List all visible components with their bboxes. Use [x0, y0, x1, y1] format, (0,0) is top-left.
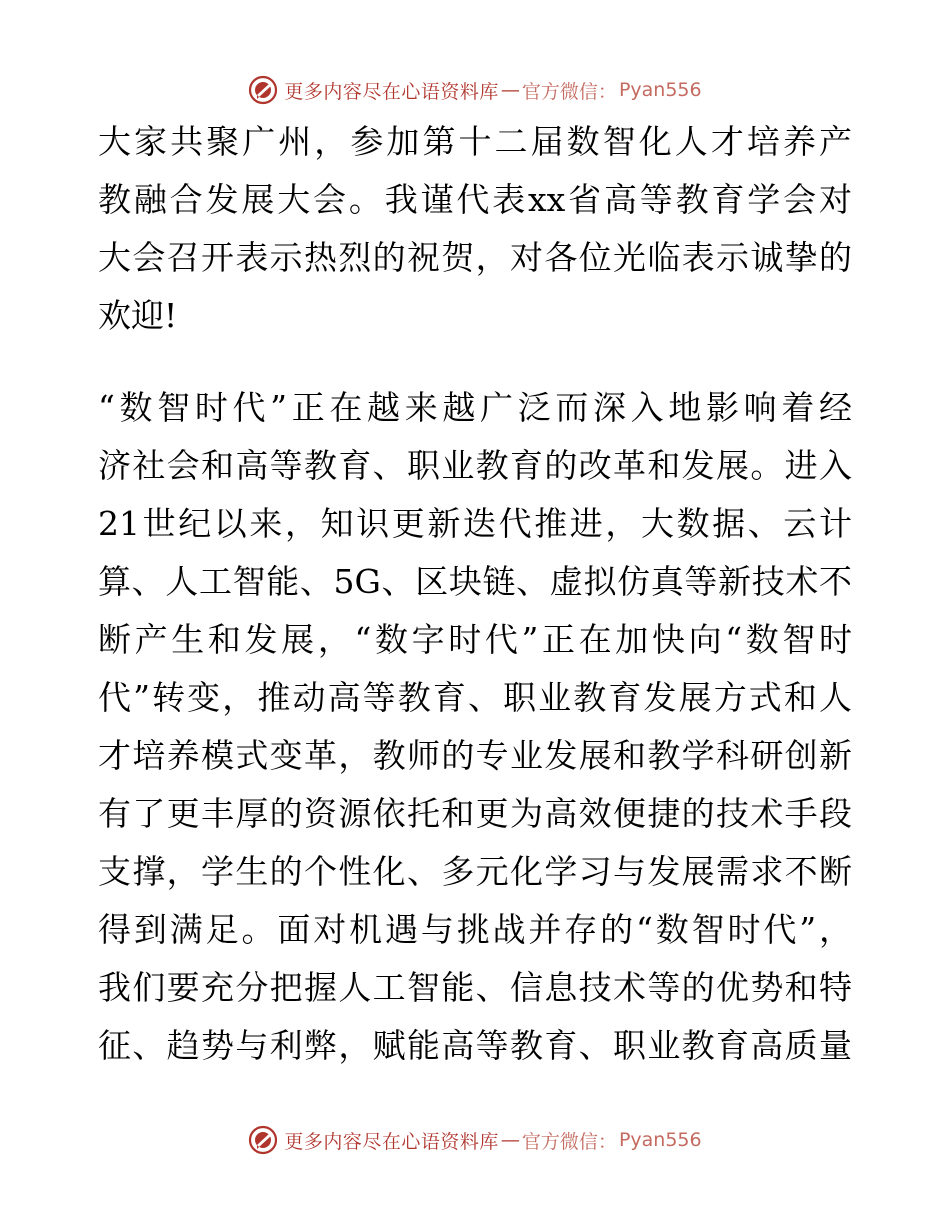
text-line: 欢迎!	[98, 296, 178, 335]
watermark-dash: —	[500, 1129, 520, 1151]
brand-logo-icon	[248, 1125, 278, 1155]
text-line: 大会召开表示热烈的祝贺，对各位光临表示诚挚的	[98, 238, 852, 277]
text-line: 教融合发展大会。我谨代表xx省高等教育学会对	[98, 180, 852, 219]
watermark-wechat-label: 官方微信：	[521, 1130, 617, 1153]
text-line: 征、趋势与利弊，赋能高等教育、职业教育高质量	[98, 1026, 852, 1065]
paragraph	[98, 113, 852, 345]
text-line: “数智时代”正在越来越广泛而深入地影响着经	[98, 388, 852, 427]
watermark-wechat-id: Pyan556	[618, 1129, 702, 1151]
footer-watermark	[0, 1120, 950, 1160]
text-line: 代”转变，推动高等教育、职业教育发展方式和人	[98, 678, 852, 717]
text-line: 才培养模式变革，教师的专业发展和教学科研创新	[98, 736, 852, 775]
text-line: 支撑，学生的个性化、多元化学习与发展需求不断	[98, 852, 852, 891]
text-line: 得到满足。面对机遇与挑战并存的“数智时代”，	[98, 910, 852, 949]
text-line: 21世纪以来，知识更新迭代推进，大数据、云计	[98, 504, 852, 543]
watermark-wechat-label: 官方微信：	[521, 80, 617, 103]
text-line: 我们要充分把握人工智能、信息技术等的优势和特	[98, 968, 852, 1007]
paragraph	[98, 379, 852, 1075]
text-line: 大家共聚广州，参加第十二届数智化人才培养产	[98, 122, 852, 161]
paragraph-gap	[98, 345, 852, 379]
header-watermark	[0, 70, 950, 110]
brand-logo-icon	[248, 75, 278, 105]
document-body	[98, 113, 852, 1075]
text-line: 济社会和高等教育、职业教育的改革和发展。进入	[98, 446, 852, 485]
watermark-wechat-id: Pyan556	[618, 79, 702, 101]
watermark-dash: —	[500, 79, 520, 101]
text-line: 断产生和发展，“数字时代”正在加快向“数智时	[98, 620, 852, 659]
text-line: 有了更丰厚的资源依托和更为高效便捷的技术手段	[98, 794, 852, 833]
text-line: 算、人工智能、5G、区块链、虚拟仿真等新技术不	[98, 562, 852, 601]
watermark-text: 更多内容尽在心语资料库	[284, 1130, 499, 1153]
watermark-text: 更多内容尽在心语资料库	[284, 80, 499, 103]
